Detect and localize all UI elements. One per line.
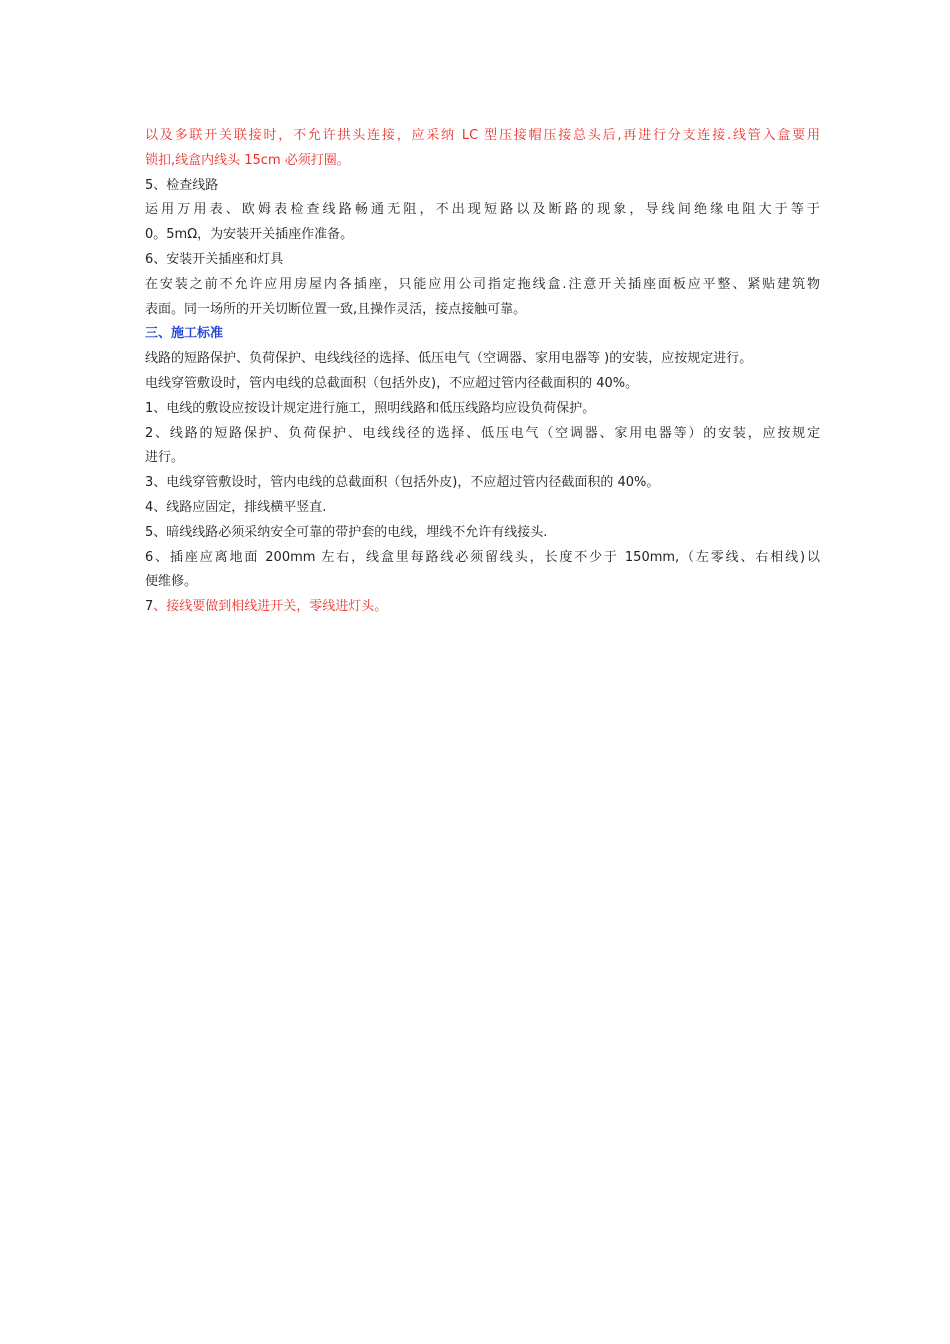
list-item-2-continued: 进行。 [145, 450, 185, 466]
paragraph-line-6: 表面。同一场所的开关切断位置一致,且操作灵活，接点接触可靠。 [145, 301, 527, 317]
list-item-4: 4、线路应固定，排线横平竖直. [145, 499, 327, 515]
document-body [145, 124, 820, 620]
paragraph-line-1: 以及多联开关联接时，不允许拱头连接，应采纳 LC 型压接帽压接总头后,再进行分支连接.线管入盒要用 [145, 128, 820, 143]
section-heading-install-switches: 6、安装开关插座和灯具 [145, 251, 284, 267]
list-item-1: 1、电线的敷设应按设计规定进行施工，照明线路和低压线路均应设负荷保护。 [145, 400, 596, 416]
paragraph-line-5: 在安装之前不允许应用房屋内各插座，只能应用公司指定拖线盒.注意开关插座面板应平整、紧贴建筑物 [145, 276, 820, 292]
list-item-2: 2、线路的短路保护、负荷保护、电线线径的选择、低压电气（空调器、家用电器等）的安装，应按规定 [145, 425, 820, 441]
section-title-construction-standards: 三、施工标准 [145, 326, 224, 342]
list-item-7 [145, 595, 820, 620]
paragraph-line-3: 运用万用表、欧姆表检查线路畅通无阻，不出现短路以及断路的现象，导线间绝缘电阻大于等于 [145, 202, 820, 218]
list-item-3: 3、电线穿管敷设时，管内电线的总截面积（包括外皮)，不应超过管内径截面积的 40%。 [145, 475, 660, 491]
list-item-6-continued: 便维修。 [145, 574, 198, 590]
list-item-7-number: 7 [145, 599, 154, 615]
list-item-5: 5、暗线线路必须采纳安全可靠的带护套的电线，埋线不允许有线接头. [145, 524, 548, 540]
section-heading-check-wiring: 5、检查线路 [145, 177, 219, 193]
paragraph-line-8: 电线穿管敷设时，管内电线的总截面积（包括外皮)，不应超过管内径截面积的 40%。 [145, 375, 639, 391]
paragraph-line-2: 锁扣,线盒内线头 15cm 必须打圈。 [145, 152, 350, 168]
paragraph-line-4: 0。5mΩ，为安装开关插座作准备。 [145, 227, 354, 243]
paragraph-line-7: 线路的短路保护、负荷保护、电线线径的选择、低压电气（空调器、家用电器等 )的安装，应按规定进行。 [145, 351, 753, 367]
list-item-6: 6、插座应离地面 200mm 左右，线盒里每路线必须留线头，长度不少于 150mm,（左零线、右相线)以 [145, 549, 820, 565]
list-item-7-text: 、接线要做到相线进开关，零线进灯头。 [153, 599, 388, 615]
